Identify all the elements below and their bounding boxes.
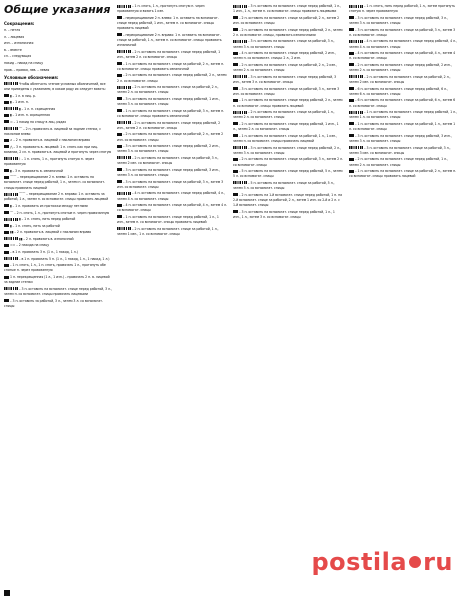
instruction-paragraph <box>349 87 457 97</box>
instruction-text: – 3 п. оставить на вспомогат. спице перед работой, 3 изн., затем 3 л. со вспомогат. спицы <box>233 74 337 84</box>
instruction-text: – 2 п. оставить на вспомогат. спице перед работой, 2 изн., затем 2 л. со вспомогат. спицы <box>349 62 452 73</box>
stitch-symbol-icon <box>117 121 131 124</box>
stitch-symbol-icon <box>4 299 9 302</box>
instruction-text: – 1 п. оставить на вспомогат. спице перед работой, 2 л., затем п. со вспомогат. спицы провязать лицевой <box>233 98 343 108</box>
instruction-paragraph <box>349 122 457 132</box>
instruction-text: – 4 п. оставить на вспомогат. спице перед работой, 4 л., затем 4 л. со вспомогат. спицы <box>117 191 225 201</box>
column-1 <box>4 4 112 596</box>
stitch-symbol-icon <box>4 127 18 130</box>
instruction-paragraph <box>4 287 112 297</box>
instruction-paragraph <box>4 243 112 248</box>
symbols-title: Условные обозначения: <box>4 74 59 80</box>
instruction-paragraph <box>4 127 112 137</box>
stitch-symbol-icon <box>233 111 247 114</box>
instruction-text: – 3 п. оставить на вспомогат. спице перед работой, 1 л., 1 изн., 1 л., затем п. со вспомогат. спицы провязать лицевыми <box>233 4 341 14</box>
instruction-text: – в 1 п. провязать 5 п. (1 л., 1 накид, 1 л., 1 накид, 1 л.) <box>19 256 110 261</box>
instruction-text: – 1 п. оставить на вспомогат. спице за работой, 1 л., затем 1 л. со вспомогат. спицы <box>349 121 456 132</box>
stitch-symbol-icon <box>4 251 9 254</box>
instruction-text: – 1 п. оставить на вспомогат. спице за работой, 2 л., затем п. со вспомогат. спицы провязать изнаночной <box>117 61 225 71</box>
stitch-symbol-icon <box>4 276 9 279</box>
instruction-paragraph <box>233 181 343 191</box>
instruction-text: – 2 п. оставить на вспомогат. спице перед работой, 2 изн., затем 2 л. со вспомогат. спицы <box>117 120 221 130</box>
instruction-text: – 2 п. оставить на вспомогат. спице за работой, 1 л., затем 2 л. со вспомогат. спицы <box>233 110 335 120</box>
stitch-symbol-icon <box>233 181 247 184</box>
stitch-symbol-icon <box>4 120 9 123</box>
instruction-text: ⌒ – 2 п. снять, 1 л., протянуть снятые п. через провязанную <box>10 210 110 215</box>
instruction-text: – 2 п. оставить на вспомогат. спице перед работой, 1 изн., затем 2 л. со вспомогат. спицы <box>117 49 221 59</box>
instruction-paragraph <box>233 16 343 26</box>
instruction-paragraph <box>4 224 112 229</box>
instruction-paragraph <box>4 263 112 273</box>
instruction-paragraph <box>233 210 343 220</box>
instruction-paragraph <box>117 215 227 225</box>
instruction-text: – 2 п. оставить на вспомогат. спице за работой, 2 л., затем 2 л. со вспомогат. спицы <box>117 85 219 95</box>
stitch-symbol-icon <box>349 122 354 125</box>
stitch-symbol-icon <box>4 237 18 240</box>
page-marker <box>4 590 10 596</box>
stitch-symbol-icon <box>349 99 354 102</box>
stitch-symbol-icon <box>233 134 238 137</box>
instruction-text: – 1 п. оставить на вспомогат. спице перед работой, 1 л., затем 1 л. со вспомогат. спицы <box>349 110 457 120</box>
instruction-paragraph <box>4 211 112 216</box>
instruction-text: – 2 п. оставить на вспомогат. спице за работой, 2 л., затем 2 изн. со вспомогат. спицы <box>349 74 451 84</box>
instruction-paragraph <box>349 75 457 85</box>
instruction-text: – 4 п. оставить на вспомогат. спице за работой, 4 л., затем 4 л. со вспомогат. спицы <box>117 203 227 213</box>
instruction-paragraph <box>349 110 457 120</box>
instruction-paragraph <box>4 113 112 118</box>
stitch-symbol-icon <box>349 87 354 90</box>
stitch-symbol-icon <box>349 158 354 161</box>
instruction-text: – 5 п. оставить на вспомогат. спице за работой, 5 л., затем 5 л. со вспомогат. спицы <box>233 180 335 191</box>
stitch-symbol-icon <box>349 16 354 19</box>
stitch-symbol-icon <box>117 74 122 77</box>
instruction-paragraph <box>4 250 112 255</box>
instruction-text: – 3 п. оставить на вспомогат. спице за работой, 3 л., затем 3 изн. со вспомогат. спицы <box>117 179 224 189</box>
instruction-paragraph <box>233 87 343 97</box>
instruction-text: – 3 п. оставить на вспомогат. спице за работой, 3 л., затем 3 л. со вспомогат. спицы <box>349 27 456 37</box>
stitch-symbol-icon <box>4 176 9 179</box>
instruction-paragraph <box>117 73 227 83</box>
instruction-paragraph <box>349 98 457 108</box>
instruction-text: – 3 п. оставить на вспомогат. спице перед работой, 3 изн., затем 3 л. со вспомогат. спицы <box>117 167 220 177</box>
abbreviations-list <box>4 28 112 73</box>
instruction-paragraph <box>117 85 227 95</box>
stitch-symbol-icon <box>4 139 9 142</box>
instruction-paragraph <box>349 134 457 144</box>
stitch-symbol-icon <box>349 63 354 66</box>
instruction-paragraph <box>349 4 457 14</box>
stitch-symbol-icon <box>349 52 354 55</box>
stitch-symbol-icon <box>4 145 9 148</box>
instruction-paragraph <box>233 28 343 38</box>
instruction-text: – 4 п. оставить на вспомогат. спице перед работой, 2 изн., затем п. со вспомогат. спицы: 2 л., 2 изн. <box>233 51 336 61</box>
instruction-paragraph <box>117 50 227 60</box>
instruction-text: – 3 п. оставить на вспомогат. спице перед работой, 1 л., 1 изн., 1 л., затем 3 л. со вспомогат. спицы <box>233 209 335 219</box>
stitch-symbol-icon <box>233 146 247 149</box>
instruction-text: – 1 п. оставить на вспомогат. спице за работой, 2 л., затем п. со вспомогат. спицы провязать лицевой <box>349 169 457 179</box>
instruction-text: ▮ – 1 изн. п. скрещенная <box>10 113 50 118</box>
stitch-symbol-icon <box>4 82 18 85</box>
instruction-paragraph <box>233 75 343 85</box>
instruction-text: – 2 п. оставить на вспомогат. спице за работой, 2 л., 2 изн., затем 2 л. со вспомогат. спицы <box>233 62 338 73</box>
stitch-symbol-icon <box>4 257 18 260</box>
instruction-paragraph <box>233 98 343 108</box>
instruction-paragraph <box>117 4 227 14</box>
instruction-text: – 3 п. оставить за работой, 3 л., затем 3 л. со вспомогат. спицы <box>4 298 103 308</box>
instruction-paragraph <box>117 180 227 190</box>
instruction-text: – 6 п. оставить на вспомогат. спице за работой, 6 л., затем 6 л. со вспомогат. спицы <box>349 98 456 108</box>
stitch-symbol-icon <box>349 111 363 114</box>
instruction-text: ⌒⌒ – перекрещивание 2 п. влево: 1 п. оставить на вспомогат. спице перед работой, 1 л., затем п. со вспомогат. спицы провязать лицевой <box>4 175 105 190</box>
instruction-text: – 2 п. оставить на 1-й вспомогат. спице перед работой, 1 п. на 2-й вспомогат. спице за работой, 2 л., затем 1 изн. со 2-й и 2 л. с 1-й вспомогат. спицы <box>233 192 343 208</box>
instruction-paragraph <box>4 175 112 191</box>
instruction-paragraph <box>4 230 112 235</box>
stitch-symbol-icon <box>233 75 247 78</box>
abbreviation: изн. – изнаночная <box>4 41 34 46</box>
instruction-paragraph <box>117 168 227 178</box>
stitch-symbol-icon <box>4 94 9 97</box>
instruction-paragraph <box>117 203 227 213</box>
stitch-symbol-icon <box>4 244 9 247</box>
stitch-symbol-icon <box>4 218 18 221</box>
stitch-symbol-icon <box>4 101 9 104</box>
instruction-paragraph <box>117 121 227 131</box>
instruction-text: ▮ – 1 изн. п. <box>10 100 29 105</box>
stitch-symbol-icon <box>4 169 9 172</box>
instruction-paragraph <box>4 145 112 155</box>
stitch-symbol-icon <box>233 5 247 8</box>
abbreviation: в. – вместе <box>4 47 22 52</box>
stitch-symbol-icon <box>4 193 18 196</box>
instruction-text: – 1 п. снять, нить перед работой, 1 л., затем протянуть снятую п. через провязанную <box>349 4 456 14</box>
instruction-text: – 2 п. оставить на вспомогат. спице за работой, 3 л., затем 2 л. со вспомогат. спицы <box>233 157 343 167</box>
instruction-paragraph <box>117 191 227 201</box>
stitch-symbol-icon <box>117 62 122 65</box>
stitch-symbol-icon <box>117 156 131 159</box>
instruction-paragraph <box>233 63 343 73</box>
stitch-symbol-icon <box>233 210 238 213</box>
stitch-symbol-icon <box>117 180 122 183</box>
stitch-symbol-icon <box>4 231 9 234</box>
instruction-paragraph <box>4 107 112 112</box>
stitch-symbol-icon <box>117 133 122 136</box>
instruction-text: ⊃ – 1 накид на спицу в лиц. рядах <box>10 119 67 124</box>
instruction-paragraph <box>117 62 227 72</box>
stitch-symbol-icon <box>4 211 9 214</box>
stitch-symbol-icon <box>349 75 363 78</box>
instruction-paragraph <box>4 94 112 99</box>
instruction-text: – в 1 п. провязать 3 п. (1 л., 1 накид, 1 л.) <box>10 250 78 255</box>
watermark-text-left: postila <box>311 548 408 576</box>
instruction-paragraph <box>4 138 112 143</box>
stitch-symbol-icon <box>233 170 238 173</box>
stitch-symbol-icon <box>117 109 122 112</box>
instruction-paragraph <box>349 16 457 26</box>
stitch-symbol-icon <box>349 170 354 173</box>
instruction-text: ∧ – 2 п. провязать в. лицевой с наклоном вправо <box>10 138 90 143</box>
instruction-text: – 1 п. снять, 1 л., 1 п. снять, провязать 1 л., протянуть обе снятые п. через провязанную <box>4 263 106 273</box>
instruction-text: 1 п. перекрещенная (1 л., 1 изн.) – провязать 2 п. в. лицевой за задние стенки <box>4 275 110 285</box>
stitch-symbol-icon <box>117 168 122 171</box>
stitch-symbol-icon <box>233 16 238 19</box>
instruction-paragraph <box>4 217 112 222</box>
instruction-text: – перекрещивание 2 п. вправо: 1 п. оставить на вспомогат. спице за работой, 1 л., затем п. со вспомогат. спицы провязать изнаночной <box>117 32 222 48</box>
stitch-symbol-icon <box>4 204 9 207</box>
stitch-symbol-icon <box>117 33 122 36</box>
stitch-symbol-icon <box>233 158 238 161</box>
watermark-logo <box>283 541 453 583</box>
instruction-text: ▮ – 1 л. провязать из протяжки между петлями <box>10 203 88 208</box>
abbreviations-title: Сокращения: <box>4 21 35 26</box>
stitch-symbol-icon <box>4 264 9 267</box>
abbreviation: сл. – следующая <box>4 54 32 59</box>
stitch-symbol-icon <box>4 114 9 117</box>
instruction-text: – 4 п. оставить на вспомогат. спице за работой, 4 л., затем 4 л. со вспомогат. спицы <box>349 51 456 61</box>
instruction-text: – 1 п. снять, 1 л., протянуть снятую п. через провязанную и вязать 1 изн. <box>117 4 205 14</box>
instruction-paragraph <box>233 110 343 120</box>
instruction-paragraph <box>233 134 343 144</box>
stitch-symbol-icon <box>4 224 9 227</box>
instruction-paragraph <box>117 109 227 119</box>
instruction-paragraph <box>4 192 112 202</box>
instruction-paragraph <box>233 146 343 156</box>
instruction-paragraph <box>4 237 112 242</box>
instruction-paragraph <box>349 146 457 156</box>
instruction-text: ⌇ – 1 п. снять, 1 л., протянуть снятую п. через провязанную <box>4 156 94 166</box>
instruction-text: – 2 п. оставить на вспомогат. спице перед работой, 2 л., затем 2 л. со вспомогат. спицы <box>117 73 227 83</box>
instruction-text: – 3 п. оставить на вспомогат. спице перед работой, 2 л., затем 3 л. со вспомогат. спицы <box>233 145 341 155</box>
instruction-text: ⊃⊃ – 2 накида на спицу <box>10 243 50 248</box>
instruction-paragraph <box>349 51 457 61</box>
instruction-paragraph <box>233 157 343 167</box>
stitch-symbol-icon <box>117 215 122 218</box>
instruction-text: ▮▮ – 2 л. провязать в. изнаночной <box>19 236 74 241</box>
stitch-symbol-icon <box>349 28 354 31</box>
instruction-paragraph <box>4 204 112 209</box>
instruction-paragraph <box>117 227 227 237</box>
stitch-symbol-icon <box>117 227 131 230</box>
instruction-paragraph <box>117 156 227 166</box>
stitch-symbol-icon <box>117 5 131 8</box>
column-1-body <box>4 82 112 309</box>
stitch-symbol-icon <box>233 40 247 43</box>
instruction-text: – 4 п. оставить на вспомогат. спице перед работой, 4 л., затем 4 л. со вспомогат. спицы <box>349 39 457 49</box>
instruction-text: – 3 п. оставить на вспомогат. спице перед работой, 3 л., затем 3 л. со вспомогат. спицы <box>349 15 448 25</box>
stitch-symbol-icon <box>117 50 131 53</box>
instruction-paragraph <box>233 51 343 61</box>
stitch-symbol-icon <box>4 287 18 290</box>
column-4 <box>349 4 457 596</box>
instruction-text: ▮ – 1 л. в лиц. р. <box>10 93 36 98</box>
instruction-text: Чтобы облегчить чтение условных обозначений, все они приведены с указанием, в каком ряду их следует вязать: <box>4 81 106 91</box>
stitch-symbol-icon <box>233 99 238 102</box>
instruction-text: – 3 п. оставить на вспомогат. спице за работой, 3 л., затем 3 изн. со вспомогат. спицы <box>233 86 340 96</box>
instruction-text: – перекрещивание 2 п. влево: 1 п. оставить на вспомогат. спице перед работой, 1 изн., затем п. со вспомогат. спицы провязать лицевой <box>117 15 219 31</box>
instruction-text: – 5 п. оставить на вспомогат. спице перед работой, 5 л., затем 5 л. со вспомогат. спицы <box>233 169 343 179</box>
instruction-text: – 2 п. оставить на вспомогат. спице перед работой, 2 л., затем 2 л. со вспомогат. спицы, провязать изнаночными <box>233 27 343 37</box>
instruction-text: – 3 п. оставить на вспомогат. спице за работой, 3 л., затем 3 изн. со вспомогат. спицы <box>349 145 451 155</box>
stitch-symbol-icon <box>117 192 131 195</box>
instruction-paragraph <box>117 16 227 32</box>
stitch-symbol-icon <box>233 193 238 196</box>
stitch-symbol-icon <box>233 63 238 66</box>
instruction-paragraph <box>4 157 112 167</box>
instruction-text: – 1 п. оставить на вспомогат. спице за работой, 1 л., 1 изн., затем п. со вспомогат. спицы провязать лицевой <box>233 133 338 143</box>
instruction-text: – 6 п. оставить на вспомогат. спице перед работой, 6 л., затем 6 л. со вспомогат. спицы <box>349 86 448 96</box>
instruction-paragraph <box>349 28 457 38</box>
instruction-paragraph <box>4 257 112 262</box>
instruction-paragraph <box>233 122 343 132</box>
instruction-paragraph <box>349 169 457 179</box>
instruction-text: ▮▮ – 2 л. провязать в. лицевой с наклоном вправо <box>10 230 92 235</box>
stitch-symbol-icon <box>117 97 122 100</box>
instruction-paragraph <box>117 97 227 107</box>
instruction-paragraph <box>4 82 112 92</box>
watermark-dot-icon <box>409 556 421 568</box>
abbreviation: прав. – правая, лев. – левая <box>4 67 50 72</box>
column-2 <box>117 4 227 596</box>
watermark-text-right: ru <box>423 548 453 576</box>
instruction-text: ▮ – 1 п. снять, нить перед работой <box>19 217 76 222</box>
instruction-paragraph <box>4 299 112 309</box>
instruction-text: – 2 п. оставить на вспомогат. спице за работой, 2 л., затем 2 изн. со вспомогат. спицы <box>233 15 340 25</box>
instruction-text: – 1 п. оставить на вспомогат. спице перед работой, 1 л., 1 изн., затем п. со вспомогат. спицы провязать лицевой <box>117 214 219 225</box>
instruction-paragraph <box>117 144 227 154</box>
instruction-text: – 2 п. оставить на вспомогат. спице за работой, 3 л., затем 2 изн. со вспомогат. спицы <box>117 155 219 166</box>
instruction-text: – 2 п. оставить на вспомогат. спице перед работой, 1 изн., 1 л., затем 2 л. со вспомогат. спицы <box>233 121 339 132</box>
instruction-paragraph <box>4 275 112 285</box>
instruction-paragraph <box>4 100 112 105</box>
instruction-text: – 1 п. оставить на вспомогат. спице за работой, 3 л., затем п. со вспомогат. спицы провязать изнаночной <box>117 108 225 118</box>
instruction-text: – 3 п. оставить на вспомогат. спице перед работой, 3 изн., затем 3 л. со вспомогат. спицы <box>349 133 452 143</box>
stitch-symbol-icon <box>233 28 238 31</box>
stitch-symbol-icon <box>4 107 18 110</box>
stitch-symbol-icon <box>117 16 122 19</box>
instruction-text: – 2 п. оставить на вспомогат. спице перед работой, 1 л., затем 2 л. со вспомогат. спицы <box>349 157 448 167</box>
instruction-paragraph <box>349 63 457 73</box>
instruction-paragraph <box>349 39 457 49</box>
instruction-text: ▮ – 1 п. снять, нить за работой <box>10 223 60 228</box>
instruction-text: – 2 п. оставить на вспомогат. спице за работой, 2 л., затем 2 изн. со вспомогат. спицы <box>117 132 224 142</box>
instruction-paragraph <box>233 39 343 49</box>
instruction-text: – 3 п. оставить на вспомогат. спице перед работой, 3 л., затем п. со вспомогат. спицы провязать лицевыми <box>4 286 112 297</box>
instruction-text: – 2 п. оставить на вспомогат. спице за работой, 1 л., затем 1 изн., 1 л. со вспомогат. спицы <box>117 226 219 236</box>
instruction-paragraph <box>233 193 343 209</box>
page-heading: Общие указания <box>4 4 111 16</box>
stitch-symbol-icon <box>117 204 122 207</box>
instruction-paragraph <box>349 157 457 167</box>
instruction-paragraph <box>233 169 343 179</box>
abbreviation: л. – лицевая <box>4 34 25 39</box>
stitch-symbol-icon <box>349 146 363 149</box>
stitch-symbol-icon <box>233 87 238 90</box>
instruction-paragraph <box>117 33 227 49</box>
instruction-text: – 3 п. оставить на вспомогат. спице за работой, 3 л., затем 3 л. со вспомогат. спицы <box>233 39 335 49</box>
stitch-symbol-icon <box>349 134 354 137</box>
instruction-paragraph <box>4 120 112 125</box>
column-3 <box>233 4 343 596</box>
stitch-symbol-icon <box>117 145 122 148</box>
instruction-paragraph <box>233 4 343 14</box>
instruction-text: ▮ – 1 л. п. скрещенная <box>19 106 56 111</box>
instruction-text: – 3 п. оставить на вспомогат. спице перед работой, 2 изн., затем 3 л. со вспомогат. спицы <box>117 144 220 154</box>
instruction-text: ⌒ – 2 п. провязать в. лицевой за задние стенки, с наклоном влево <box>4 126 101 136</box>
instruction-text: – 3 п. оставить на вспомогат. спице перед работой, 1 изн., затем 3 л. со вспомогат. спицы <box>117 96 220 107</box>
instruction-text: ⋀ – 3 п. провязать в. лицевой: 1 п. снять как при лиц. вязании, 2 сл. п. провязать в. лицевой и протянуть через снятую <box>4 144 112 155</box>
instruction-paragraph <box>4 169 112 174</box>
instruction-paragraph <box>117 132 227 142</box>
instruction-text: ▮ – 3 п. провязать в. изнаночной <box>10 168 63 173</box>
stitch-symbol-icon <box>233 52 238 55</box>
abbreviation: накид – накид на спицу <box>4 60 44 65</box>
instruction-text: ⌒⌒ – перекрещивание 2 п. вправо: 1 п. оставить за работой, 1 л., затем п. со вспомогат. спицы провязать лицевой <box>4 192 109 202</box>
stitch-symbol-icon <box>349 40 363 43</box>
stitch-symbol-icon <box>4 157 18 160</box>
stitch-symbol-icon <box>117 86 131 89</box>
stitch-symbol-icon <box>349 5 363 8</box>
stitch-symbol-icon <box>233 122 238 125</box>
abbreviation: п. – петля <box>4 28 21 32</box>
